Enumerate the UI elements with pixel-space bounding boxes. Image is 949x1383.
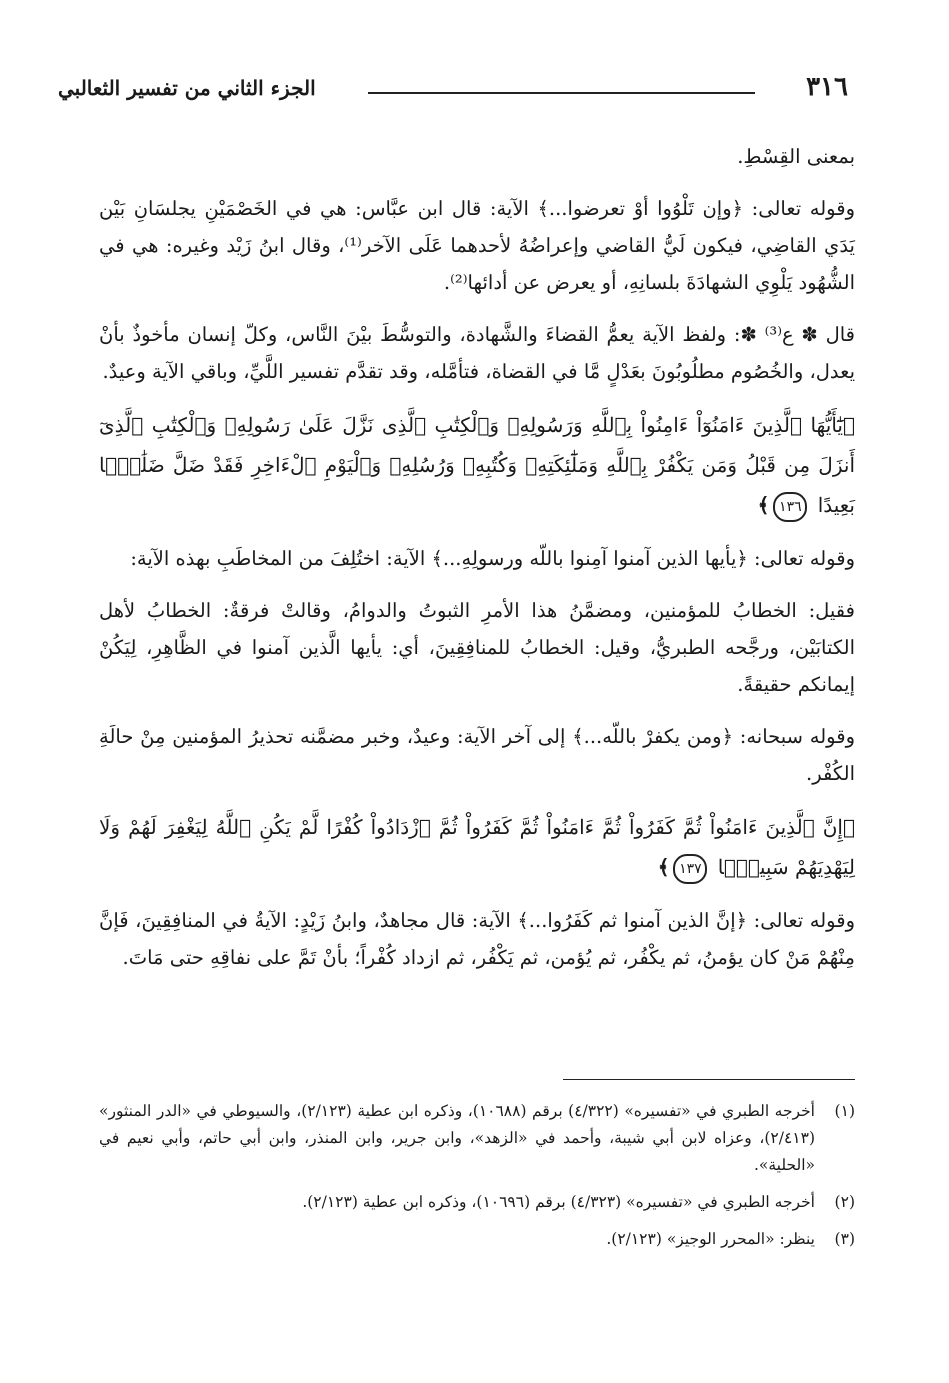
- header-rule: [368, 92, 755, 94]
- footnote: [99, 1189, 855, 1216]
- footnote-text: أخرجه الطبري في «تفسيره» (٤/٣٢٣) برقم (١٠٦٩٦)، وذكره ابن عطية (٢/١٢٣).: [302, 1193, 815, 1211]
- paragraph: وقوله تعالى: ﴿إنَّ الذين آمنوا ثم كَفَرُوا...﴾ الآية: قال مجاهدٌ، وابنُ زَيْدٍ: الآيةُ في المنافِقِينَ، فَإنَّ مِنْهُمْ مَنْ كان يؤمنُ، ثم يكْفُر، ثم يُؤمن، ثم يَكْفُر، ثم ازداد كُفْراً؛ بأنْ تَمَّ على نفاقِهِ حتى مَاتَ.: [99, 909, 855, 969]
- verse-number-marker: ١٣٧: [673, 854, 707, 884]
- footnote-number: (١): [834, 1102, 855, 1120]
- paragraph: وقوله تعالى: ﴿يأيها الذين آمنوا آمِنوا باللّه ورسولِهِ...﴾ الآية: اختُلِفَ من المخاطَبِ بهذه الآية:: [130, 547, 855, 570]
- verse-text: ﴿إِنَّ ٱلَّذِينَ ءَامَنُواْ ثُمَّ كَفَرُواْ ثُمَّ ءَامَنُواْ ثُمَّ كَفَرُواْ ثُمَّ ٱزْدَادُواْ كُفْرًا لَّمْ يَكُنِ ٱللَّهُ لِيَغْفِرَ لَهُمْ وَلَا لِيَهْدِيَهُمْ سَبِيلًۢا: [99, 815, 855, 879]
- running-title: الجزء الثاني من تفسير الثعالبي: [58, 76, 316, 100]
- quran-verse: [99, 807, 855, 887]
- verse-close-bracket: ﴾: [757, 493, 770, 517]
- footnote-rule: [563, 1079, 855, 1080]
- paragraph: قال ✽ ع⁽³⁾ ✽: ولفظ الآية يعمُّ القضاءَ والشَّهادة، والتوسُّطَ بيْنَ النَّاس، وكلّ إنسان مأخوذٌ بأنْ يعدل، والخُصُوم مطلُوبُونَ بعَدْلٍ مَّا في القضاة، فتأمَّله، وقد تقدَّم تفسير اللَّيِّ، وباقي الآية وعيدٌ.: [99, 323, 855, 383]
- main-text: [99, 138, 855, 991]
- footnote: [99, 1226, 855, 1253]
- verse-number-marker: ١٣٦: [773, 492, 807, 522]
- footnote-number: (٣): [834, 1230, 855, 1248]
- footnote-number: (٢): [834, 1193, 855, 1211]
- footnotes: [99, 1098, 855, 1263]
- paragraph: وقوله تعالى: ﴿وإن تَلْوُوا أوْ تعرضوا...﴾ الآية: قال ابن عبَّاس: هي في الخَصْمَيْنِ يجلسَانِ بَيْن يَدَي القاضِي، فيكون لَيُّ القاضي وإعراضُهُ لأحدهما عَلَى الآخر⁽¹⁾، وقال ابنُ زَيْد وغيره: هي في الشُّهُود يَلْوِي الشهادَةَ بلسانِهِ، أو يعرض عن أدائها⁽²⁾.: [99, 197, 855, 294]
- verse-text: ﴿يَٰٓأَيُّهَا ٱلَّذِينَ ءَامَنُوٓاْ ءَامِنُواْ بِٱللَّهِ وَرَسُولِهِۦ وَٱلْكِتَٰبِ ٱلَّذِى نَزَّلَ عَلَىٰ رَسُولِهِۦ وَٱلْكِتَٰبِ ٱلَّذِىٓ أَنزَلَ مِن قَبْلُ وَمَن يَكْفُرْ بِٱللَّهِ وَمَلَٰٓئِكَتِهِۦ وَكُتُبِهِۦ وَرُسُلِهِۦ وَٱلْيَوْمِ ٱلْءَاخِرِ فَقَدْ ضَلَّ ضَلَٰلًۢا بَعِيدًا: [99, 413, 855, 517]
- quran-verse: [99, 405, 855, 525]
- verse-close-bracket: ﴾: [657, 855, 670, 879]
- page-number: ٣١٦: [806, 72, 848, 102]
- footnote: [99, 1098, 855, 1179]
- paragraph: فقيل: الخطابُ للمؤمنين، ومضمَّنُ هذا الأمرِ الثبوتُ والدوامُ، وقالتْ فرقةٌ: الخطابُ لأهل الكتابَيْن، ورجَّحه الطبريُّ، وقيل: الخطابُ للمنافِقِينَ، أي: يأيها الَّذين آمنوا في الظَّاهِرِ، لِيَكُنْ إيمانكم حقيقةً.: [99, 599, 855, 696]
- paragraph: بمعنى القِسْطِ.: [737, 145, 855, 168]
- paragraph: وقوله سبحانه: ﴿ومن يكفرْ باللّه...﴾ إلى آخر الآية: وعيدٌ، وخبر مضمَّنه تحذيرُ المؤمنين مِنْ حالَةِ الكُفْر.: [99, 725, 855, 785]
- footnote-text: ينظر: «المحرر الوجيز» (٢/١٢٣).: [606, 1230, 815, 1248]
- footnote-text: أخرجه الطبري في «تفسيره» (٤/٣٢٢) برقم (١٠٦٨٨)، وذكره ابن عطية (٢/١٢٣)، والسيوطي في «الدر المنثور» (٢/٤١٣)، وعزاه لابن أبي شيبة، وأحمد في «الزهد»، وابن جرير، وابن المنذر، وابن أبي حاتم، وأبي نعيم في «الحلية».: [99, 1102, 815, 1174]
- page-header: [58, 72, 850, 112]
